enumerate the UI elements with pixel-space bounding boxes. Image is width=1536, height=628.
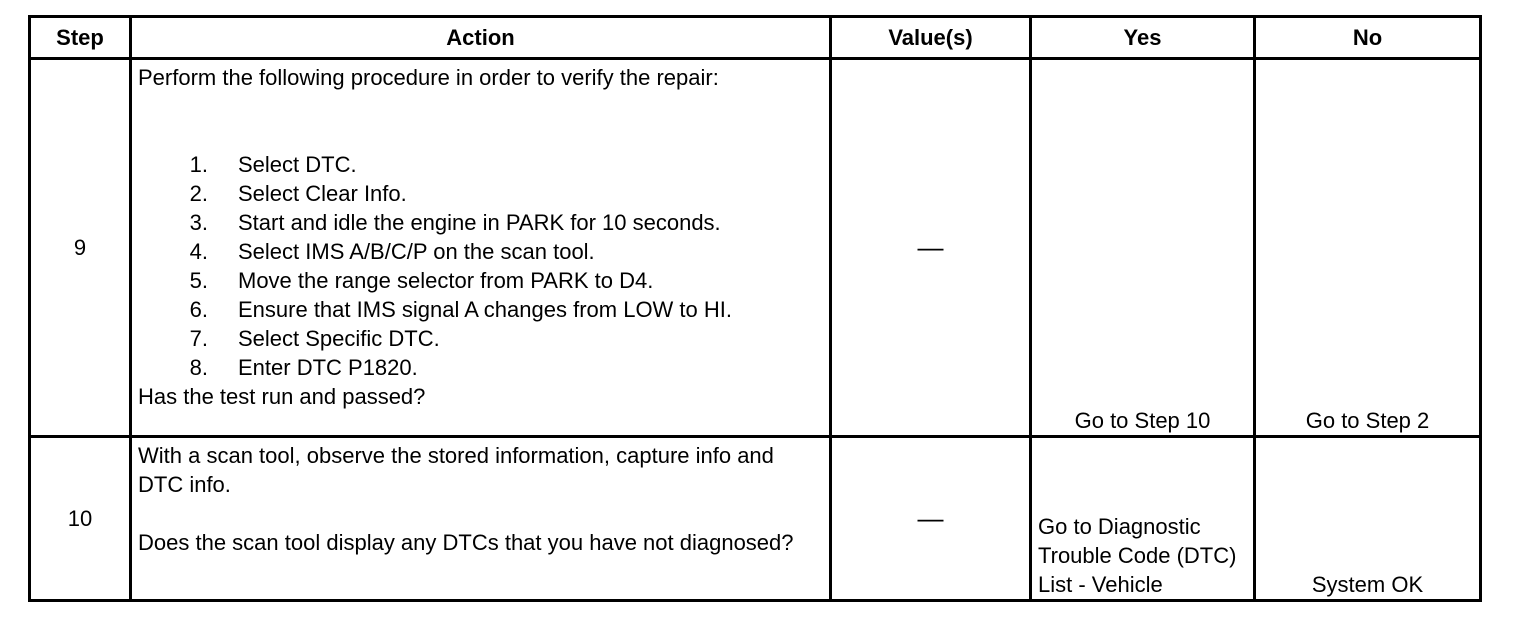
no-cell: Go to Step 2 xyxy=(1255,59,1481,437)
list-item: 7. Select Specific DTC. xyxy=(189,326,440,351)
list-item: 8. Enter DTC P1820. xyxy=(189,355,418,380)
action-intro: Perform the following procedure in order to verify the repair: xyxy=(138,65,719,90)
header-values: Value(s) xyxy=(831,17,1031,59)
header-no: No xyxy=(1255,17,1481,59)
header-action: Action xyxy=(131,17,831,59)
action-cell xyxy=(131,59,831,437)
procedure-list xyxy=(138,150,823,382)
header-yes: Yes xyxy=(1031,17,1255,59)
yes-cell: Go to Step 10 xyxy=(1031,59,1255,437)
value-cell: — xyxy=(831,437,1031,601)
table-row-step-10 xyxy=(30,437,1481,601)
list-item: 2. Select Clear Info. xyxy=(189,181,407,206)
table-row-step-9 xyxy=(30,59,1481,437)
action-cell xyxy=(131,437,831,601)
action-intro: With a scan tool, observe the stored information, capture info and DTC info. xyxy=(138,443,774,497)
list-item: 3. Start and idle the engine in PARK for 10 seconds. xyxy=(189,210,721,235)
value-cell: — xyxy=(831,59,1031,437)
step-number: 9 xyxy=(30,59,131,437)
list-item: 1. Select DTC. xyxy=(189,152,357,177)
list-item: 5. Move the range selector from PARK to D4. xyxy=(189,268,654,293)
header-step: Step xyxy=(30,17,131,59)
action-question: Does the scan tool display any DTCs that you have not diagnosed? xyxy=(138,530,794,555)
no-cell: System OK xyxy=(1255,437,1481,601)
step-number: 10 xyxy=(30,437,131,601)
diagnostic-table xyxy=(28,15,1482,602)
action-question: Has the test run and passed? xyxy=(138,384,426,409)
header-row xyxy=(30,17,1481,59)
list-item: 6. Ensure that IMS signal A changes from LOW to HI. xyxy=(189,297,733,322)
yes-cell: Go to Diagnostic Trouble Code (DTC) List - Vehicle xyxy=(1031,437,1255,601)
list-item: 4. Select IMS A/B/C/P on the scan tool. xyxy=(189,239,595,264)
